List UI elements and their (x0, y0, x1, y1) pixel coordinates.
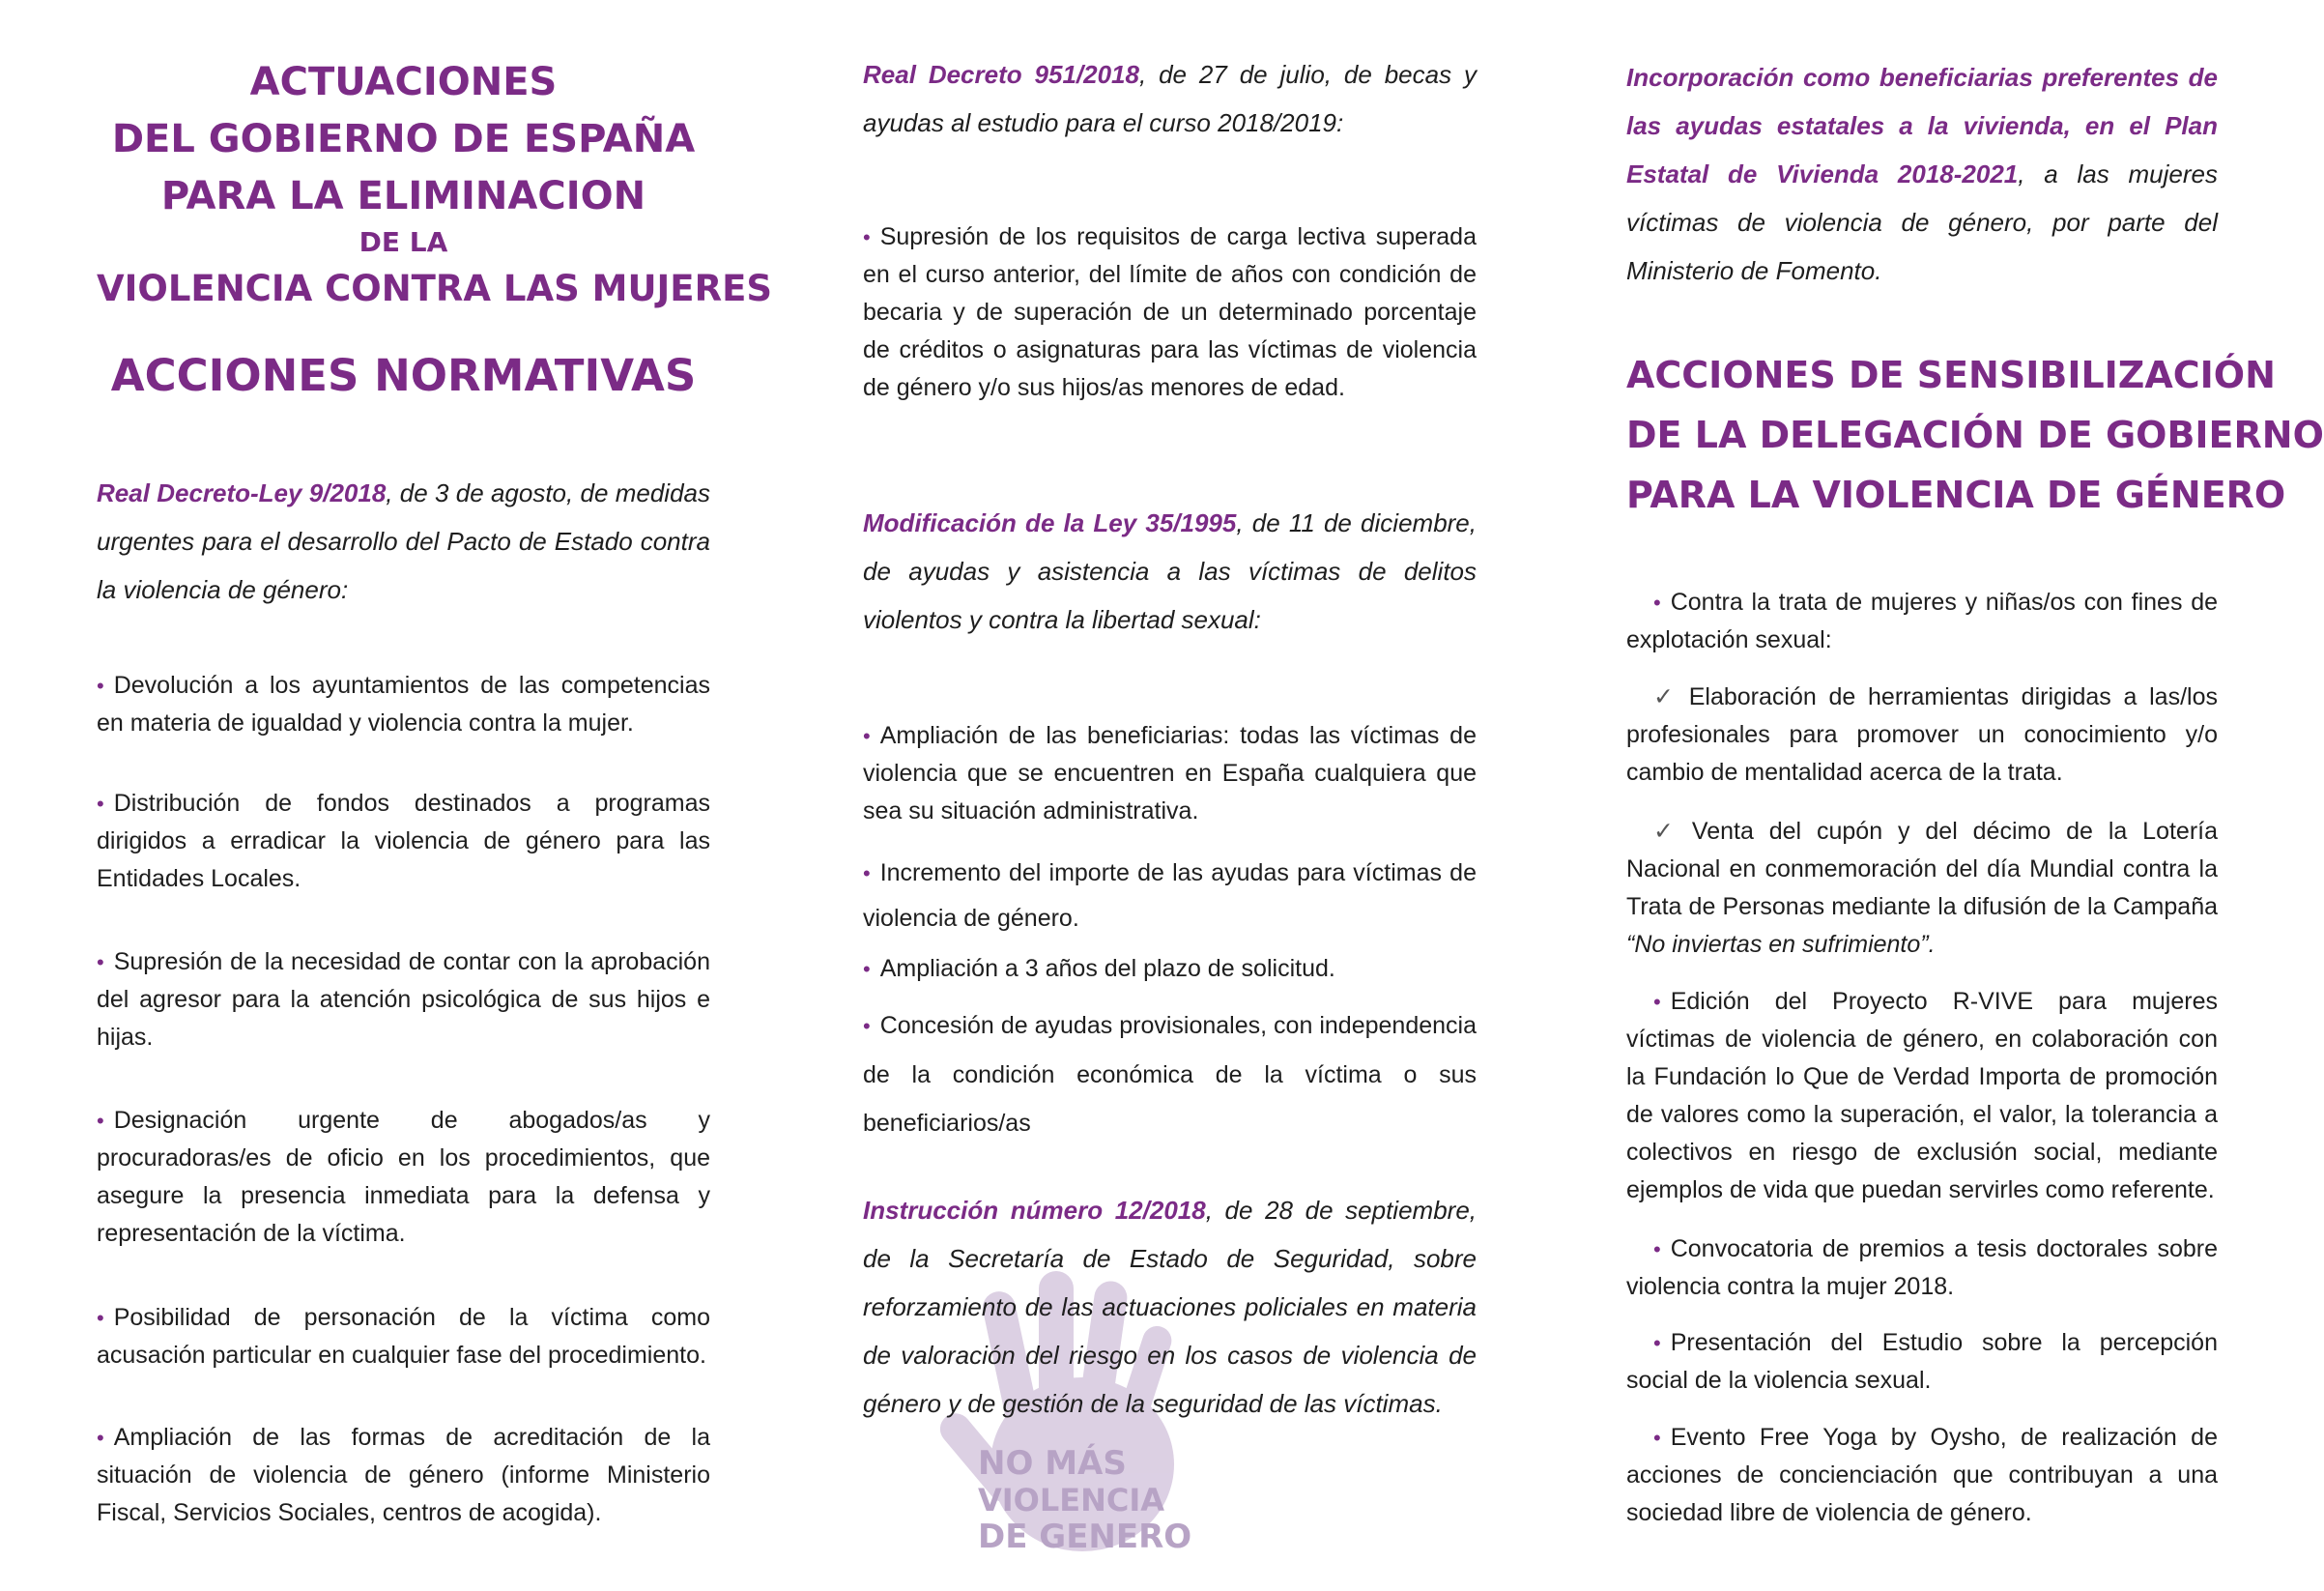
list-item-text: Incremento del importe de las ayudas para víctimas de violencia de género. (863, 859, 1477, 932)
housing-text: , a las mujeres víctimas de violencia de género, por parte del Ministerio de Fomento. (1626, 159, 2218, 285)
list-item (97, 1299, 710, 1374)
list-item-text: Ampliación a 3 años del plazo de solicitud. (879, 955, 1335, 982)
bullet-icon: • (1653, 990, 1661, 1014)
list-item (97, 1419, 710, 1532)
title-line: VIOLENCIA CONTRA LAS MUJERES (97, 268, 772, 309)
bullet-icon: • (97, 1109, 104, 1133)
list-item-text: Ampliación de las formas de acreditación de la situación de violencia de género (informe Ministerio Fiscal, Servicios Sociales, centros de acogida). (97, 1424, 710, 1526)
list-item (1626, 1230, 2218, 1306)
checkmark-icon: ✓ (1653, 818, 1682, 845)
list-item (863, 950, 1477, 988)
intro-text: , de 3 de agosto, de medidas urgentes para el desarrollo del Pacto de Estado contra la violencia de género: (97, 478, 710, 604)
check-item-text: Venta del cupón y del décimo de la Lotería Nacional en conmemoración del día Mundial contra la Trata de Personas mediante la difusión de la Campaña (1626, 818, 2219, 920)
list-item-text: Posibilidad de personación de la víctima como acusación particular en cualquier fase del procedimiento. (97, 1304, 710, 1369)
list-item-text: Supresión de los requisitos de carga lectiva superada en el curso anterior, del límite de años con condición de becaria y de superación de un determinado porcentaje de créditos o asignaturas para las víctimas de violencia de género y/o sus hijos/as menores de edad. (863, 223, 1477, 401)
document-title (97, 54, 772, 317)
check-item (1626, 679, 2218, 792)
housing-title: Incorporación como beneficiarias preferentes de las ayudas estatales a la vivienda, en el Plan Estatal de Vivienda 2018-2021 (1626, 63, 2218, 188)
law-title: Modificación de la Ley 35/1995 (863, 508, 1237, 537)
housing-paragraph (1626, 53, 2218, 295)
list-item-text: Concesión de ayudas provisionales, con independencia de la condición económica de la víctima o sus beneficiarios/as (863, 1012, 1477, 1137)
list-item-text: Convocatoria de premios a tesis doctorales sobre violencia contra la mujer 2018. (1626, 1235, 2218, 1300)
watermark-line: NO MÁS (978, 1444, 1127, 1483)
section-title-line: PARA LA VIOLENCIA DE GÉNERO (1626, 474, 2286, 516)
section-title (1626, 345, 2324, 525)
list-item (1626, 1324, 2218, 1400)
bullet-icon: • (863, 957, 871, 981)
list-item-text: Distribución de fondos destinados a programas dirigidos a erradicar la violencia de género para las Entidades Locales. (97, 790, 710, 892)
title-line: ACTUACIONES (249, 60, 558, 104)
decree-paragraph (863, 50, 1477, 147)
bullet-icon: • (97, 792, 104, 816)
title-line: DEL GOBIERNO DE ESPAÑA (111, 117, 696, 161)
instruction-text: , de 28 de septiembre, de la Secretaría de Estado de Seguridad, sobre reforzamiento de las actuaciones policiales en materia de valoración del riesgo en los casos de violencia de género y de gestión de la seguridad de las víctimas. (863, 1196, 1478, 1418)
section-title: ACCIONES NORMATIVAS (110, 350, 697, 401)
list-item-text: Designación urgente de abogados/as y procuradoras/es de oficio en los procedimientos, que asegure la presencia inmediata para la defensa y representación de la víctima. (97, 1107, 710, 1247)
list-item (863, 1001, 1477, 1147)
bullet-icon: • (863, 225, 871, 249)
list-item-text: Contra la trata de mujeres y niñas/os con fines de explotación sexual: (1626, 589, 2218, 653)
watermark-line: DE GENERO (978, 1518, 1192, 1556)
bullet-icon: • (97, 674, 104, 698)
checkmark-icon: ✓ (1653, 683, 1679, 710)
decree-title: Real Decreto-Ley 9/2018 (97, 478, 387, 507)
bullet-icon: • (863, 724, 871, 748)
law-text: , de 11 de diciembre, de ayudas y asistencia a las víctimas de delitos violentos y contra la libertad sexual: (863, 508, 1477, 634)
bullet-icon: • (97, 1426, 104, 1450)
list-item-text: Supresión de la necesidad de contar con la aprobación del agresor para la atención psicológica de sus hijos e hijas. (97, 948, 710, 1051)
list-item (863, 218, 1477, 407)
list-item (97, 943, 710, 1056)
title-line: DE LA (359, 226, 448, 258)
campaign-name: “No inviertas en sufrimiento”. (1626, 931, 1936, 958)
list-item (97, 1102, 710, 1253)
list-item-text: Evento Free Yoga by Oysho, de realización de acciones de concienciación que contribuyan a una sociedad libre de violencia de género. (1626, 1424, 2218, 1526)
list-item-text: Devolución a los ayuntamientos de las competencias en materia de igualdad y violencia contra la mujer. (97, 672, 710, 737)
list-item-text: Presentación del Estudio sobre la percepción social de la violencia sexual. (1626, 1329, 2218, 1394)
list-item (1626, 584, 2218, 659)
list-item-text: Edición del Proyecto R-VIVE para mujeres víctimas de violencia de género, en colaboración con la Fundación lo Que de Verdad Importa de promoción de valores como la superación, el valor, la tolerancia a colectivos en riesgo de exclusión social, mediante ejemplos de vida que puedan servirles como referente. (1626, 988, 2218, 1203)
law-paragraph (863, 499, 1477, 644)
section-title-line: ACCIONES DE SENSIBILIZACIÓN (1626, 354, 2276, 396)
title-line: PARA LA ELIMINACION (160, 174, 646, 218)
list-item (863, 851, 1477, 940)
list-item (863, 717, 1477, 830)
bullet-icon: • (97, 950, 104, 974)
list-item-text: Ampliación de las beneficiarias: todas las víctimas de violencia que se encuentren en España cualquiera que sea su situación administrativa. (863, 722, 1477, 824)
watermark-text (978, 1445, 1191, 1555)
bullet-icon: • (1653, 1331, 1661, 1355)
section-title-line: DE LA DELEGACIÓN DE GOBIERNO (1626, 414, 2324, 456)
check-item-text: Elaboración de herramientas dirigidas a las/los profesionales para promover un conocimiento y/o cambio de mentalidad acerca de la trata. (1626, 683, 2218, 786)
decree-title: Real Decreto 951/2018 (863, 60, 1139, 89)
bullet-icon: • (863, 1014, 871, 1038)
intro-paragraph (97, 469, 710, 614)
bullet-icon: • (1653, 591, 1661, 615)
bullet-icon: • (1653, 1426, 1661, 1450)
instruction-paragraph (863, 1186, 1477, 1428)
watermark-line: VIOLENCIA (978, 1482, 1165, 1519)
instruction-title: Instrucción número 12/2018 (863, 1196, 1206, 1225)
list-item (97, 785, 710, 898)
list-item (1626, 1419, 2218, 1532)
bullet-icon: • (863, 861, 871, 885)
list-item (97, 667, 710, 742)
bullet-icon: • (97, 1306, 104, 1330)
decree-text: , de 27 de julio, de becas y ayudas al estudio para el curso 2018/2019: (863, 60, 1477, 137)
list-item (1626, 983, 2218, 1209)
check-item (1626, 813, 2218, 964)
bullet-icon: • (1653, 1237, 1661, 1261)
